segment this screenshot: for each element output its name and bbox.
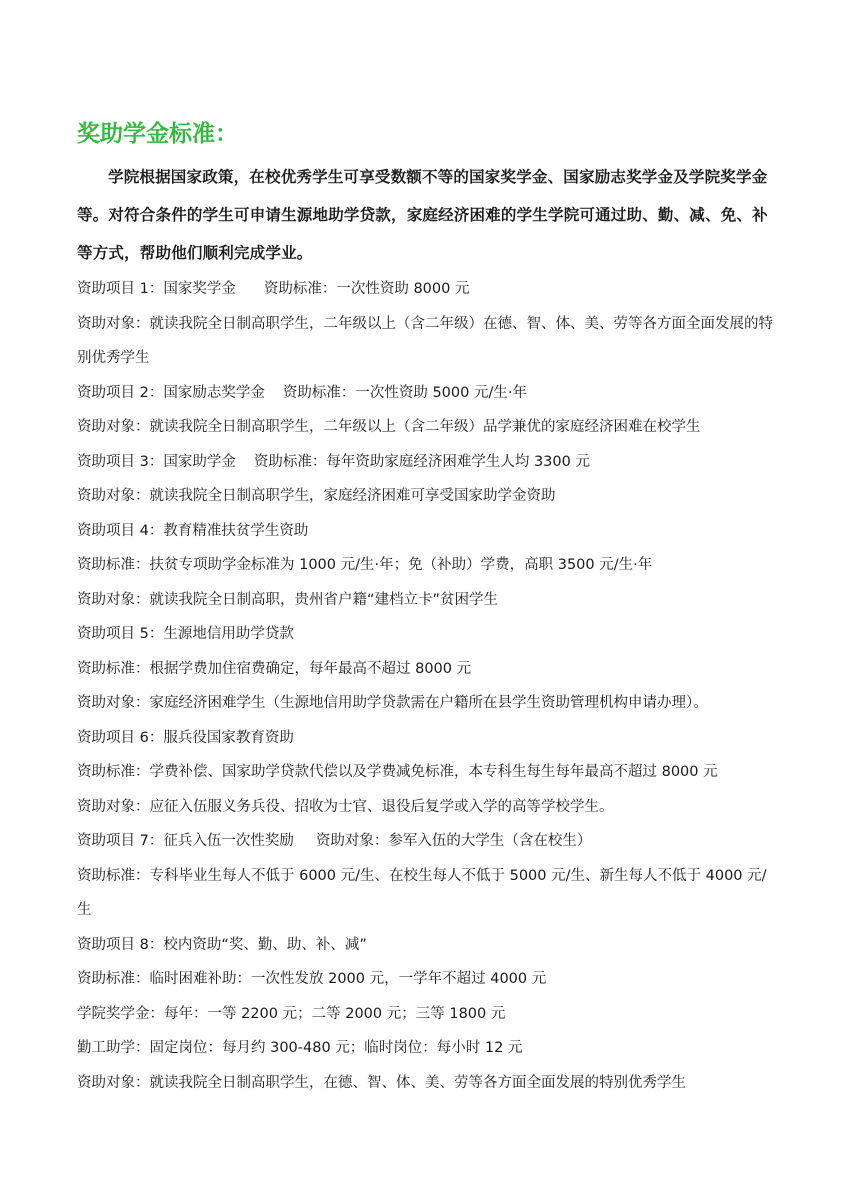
item-8-standard: 资助标准：临时困难补助：一次性发放 2000 元，一学年不超过 4000 元 <box>77 971 547 987</box>
item-7-name: 资助项目 7：征兵入伍一次性奖励 <box>77 833 294 849</box>
item-8-scholarship: 学院奖学金：每年：一等 2200 元；二等 2000 元；三等 1800 元 <box>77 1005 506 1022</box>
item-8-work-study: 勤工助学：固定岗位：每月约 300-480 元；临时岗位：每小时 12 元 <box>77 1040 523 1056</box>
item-5-standard: 资助标准：根据学费加住宿费确定，每年最高不超过 8000 元 <box>77 660 472 677</box>
item-7-standard: 资助标准：专科毕业生每人不低于 6000 元/生、在校生每人不低于 5000 元/生、新生每人不低于 4000 元/生 <box>77 867 767 918</box>
item-2-standard: 资助标准：一次性资助 5000 元/生·年 <box>282 384 527 401</box>
item-1-line <box>77 272 777 307</box>
intro-paragraph: 学院根据国家政策，在校优秀学生可享受数额不等的国家奖学金、国家励志奖学金及学院奖学金等。对符合条件的学生可申请生源地助学贷款，家庭经济困难的学生学院可通过助、勤、减、免、补等方式，帮助他们顺利完成学业。 <box>77 168 768 262</box>
item-5-name: 资助项目 5：生源地信用助学贷款 <box>77 626 294 642</box>
item-3-standard: 资助标准：每年资助家庭经济困难学生人均 3300 元 <box>253 453 590 470</box>
item-1-standard: 资助标准：一次性资助 8000 元 <box>263 281 470 297</box>
item-6-name: 资助项目 6：服兵役国家教育资助 <box>77 729 294 746</box>
item-3-line <box>77 445 777 480</box>
item-3-name: 资助项目 3：国家助学金 <box>77 453 236 470</box>
item-2-name: 资助项目 2：国家励志奖学金 <box>77 384 265 401</box>
page-title: 奖助学金标准： <box>77 121 238 147</box>
item-6-standard: 资助标准：学费补偿、国家助学贷款代偿以及学费减免标准，本专科生每生每年最高不超过 8000 元 <box>77 764 718 780</box>
item-8-target: 资助对象：就读我院全日制高职学生，在德、智、体、美、劳等各方面全面发展的特别优秀学生 <box>77 1074 686 1091</box>
item-3-target: 资助对象：就读我院全日制高职学生，家庭经济困难可享受国家助学金资助 <box>77 488 556 504</box>
item-7-target: 资助对象：参军入伍的大学生（含在校生） <box>315 833 592 849</box>
item-2-line <box>77 376 777 411</box>
document-page <box>77 116 777 1100</box>
item-6-target: 资助对象：应征入伍服义务兵役、招收为士官、退役后复学或入学的高等学校学生。 <box>77 798 614 815</box>
item-1-target: 资助对象：就读我院全日制高职学生，二年级以上（含二年级）在德、智、体、美、劳等各方面全面发展的特别优秀学生 <box>77 315 773 366</box>
item-2-target: 资助对象：就读我院全日制高职学生，二年级以上（含二年级）品学兼优的家庭经济困难在校学生 <box>77 419 701 435</box>
item-7-line <box>77 824 777 859</box>
item-5-target: 资助对象：家庭经济困难学生（生源地信用助学贷款需在户籍所在县学生资助管理机构申请办理）。 <box>77 695 708 711</box>
item-4-name: 资助项目 4：教育精准扶贫学生资助 <box>77 522 309 539</box>
item-4-standard: 资助标准：扶贫专项助学金标准为 1000 元/生·年；免（补助）学费，高职 3500 元/生·年 <box>77 557 653 573</box>
item-4-target: 资助对象：就读我院全日制高职，贵州省户籍“建档立卡”贫困学生 <box>77 591 499 608</box>
item-8-name: 资助项目 8：校内资助“奖、勤、助、补、减” <box>77 936 367 953</box>
item-1-name: 资助项目 1：国家奖学金 <box>77 281 236 297</box>
